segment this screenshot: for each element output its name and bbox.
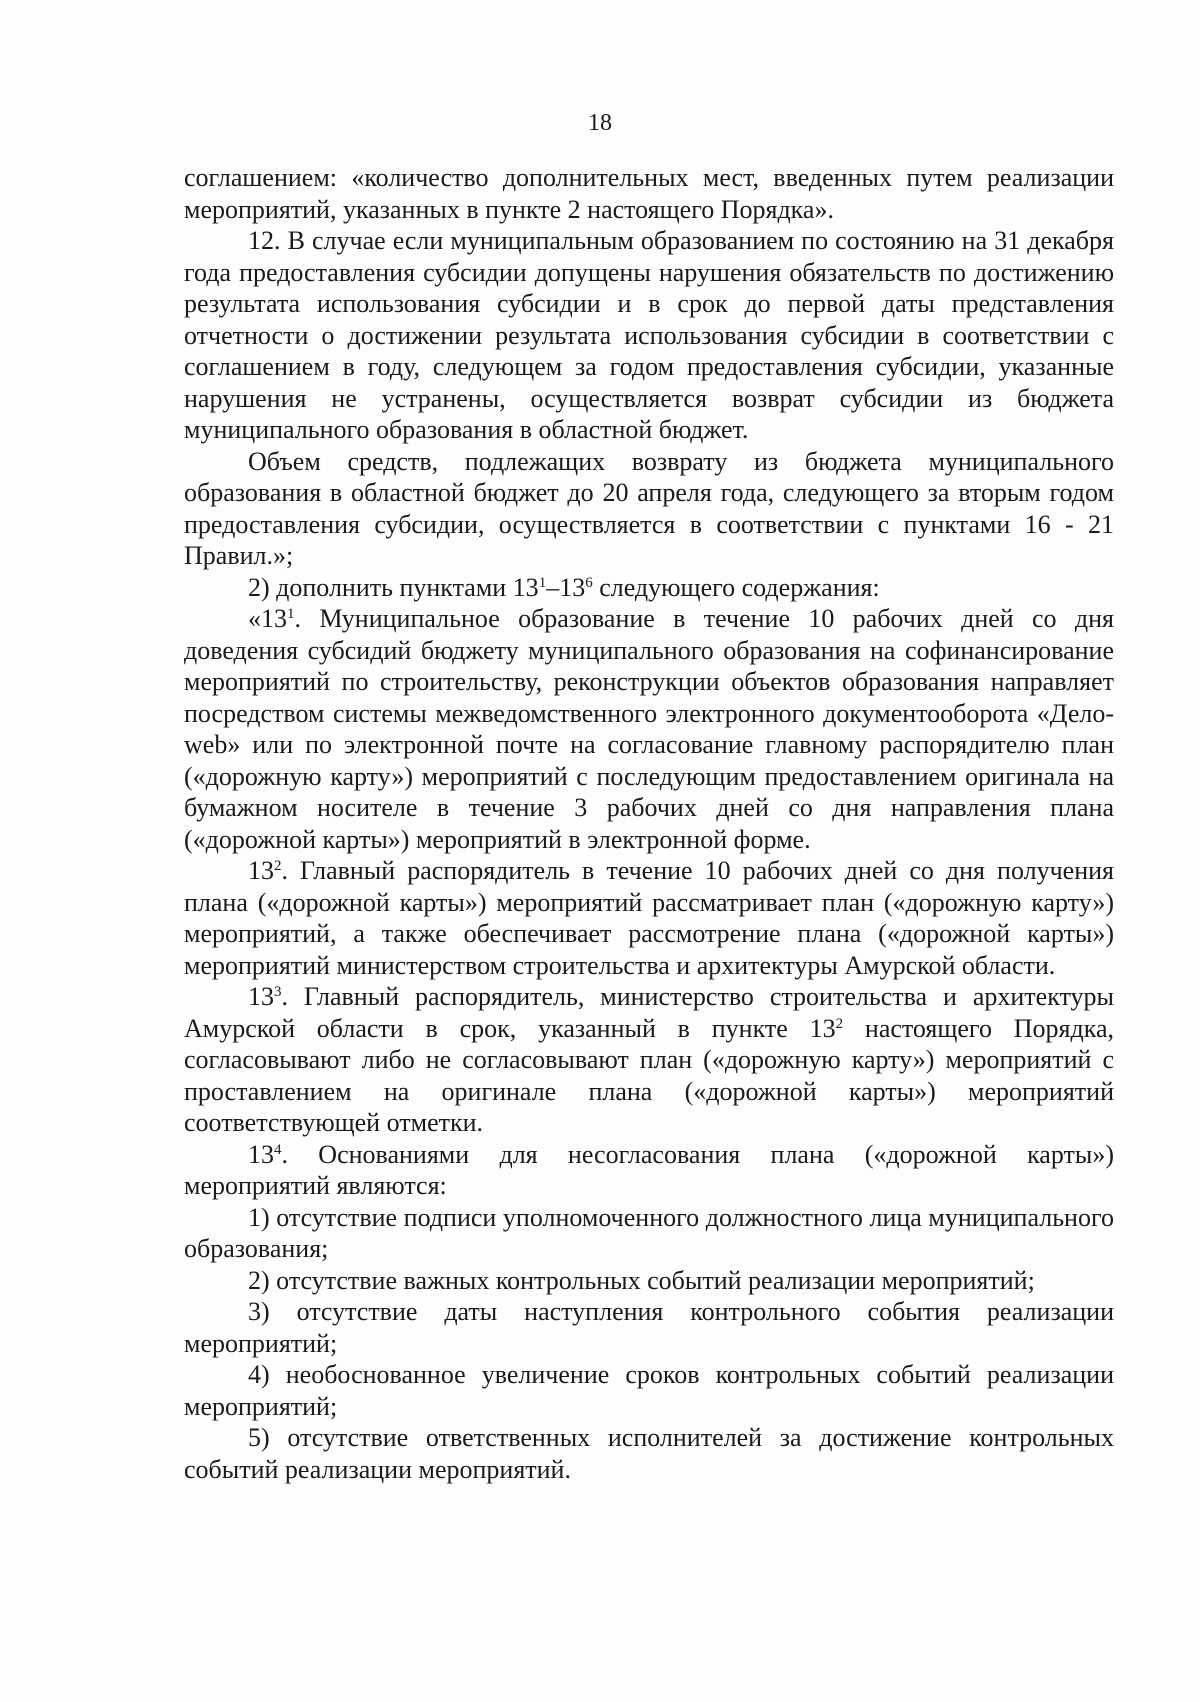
superscript: 2: [274, 858, 282, 874]
paragraph-clause-13-3: [184, 981, 1114, 1139]
paragraph-agreement-continuation: соглашением: «количество дополнительных мест, введенных путем реализации мероприятий, указанных в пункте 2 настоящего Порядка».: [184, 163, 1114, 224]
paragraph-amend-add-clauses: [184, 572, 1114, 604]
text-segment: 13: [248, 1139, 274, 1169]
superscript: 4: [274, 1141, 282, 1158]
list-item-3: 3) отсутствие даты наступления контрольного события реализации мероприятий;: [184, 1297, 1114, 1358]
superscript: 6: [585, 574, 593, 591]
text-segment: –13: [546, 572, 586, 602]
paragraph-clause-13-2: [184, 855, 1114, 981]
text-segment: . Основаниями для несогласования плана («дорожной карты») мероприятий являются:: [184, 1139, 1114, 1200]
superscript: 1: [287, 606, 295, 622]
text-segment: . Главный распорядитель в течение 10 рабочих дней со дня получения плана («дорожной карты») мероприятий рассматривает план («дорожную карту») мероприятий, а также обеспечивает рассмотрение плана («дорожной карты») мероприятий министерством строительства и архитектуры Амурской области.: [184, 856, 1114, 980]
page-number: 18: [588, 110, 612, 136]
text-segment: 2) дополнить пунктами 13: [248, 572, 539, 602]
text-segment: 13: [248, 856, 274, 885]
superscript: 3: [274, 984, 282, 1000]
superscript: 1: [538, 574, 547, 591]
list-item-1: 1) отсутствие подписи уполномоченного должностного лица муниципального образования;: [184, 1202, 1114, 1263]
superscript: 2: [835, 1015, 844, 1032]
paragraph-refund-volume: Объем средств, подлежащих возврату из бюджета муниципального образования в областной бюджет до 20 апреля года, следующего за вторым годом предоставления субсидии, осуществляется в соответствии с пунктами 16 - 21 Правил.»;: [184, 446, 1114, 570]
document-body: [184, 162, 1114, 1485]
text-segment: 13: [248, 982, 274, 1011]
text-segment: настоящего Порядка, согласовывают либо не согласовывают план («дорожную карту») мероприятий с проставлением на оригинале плана («дорожной карты») мероприятий соответствующей отметки.: [184, 1013, 1115, 1137]
paragraph-clause-13-4: [184, 1139, 1114, 1202]
text-segment: «13: [248, 604, 287, 633]
paragraph-clause-13-1: [184, 603, 1114, 855]
text-segment: . Муниципальное образование в течение 10 рабочих дней со дня доведения субсидий бюджету муниципального образования на софинансирование мероприятий по строительству, реконструкции объектов образования направляет посредством системы межведомственного электронного документооборота «Дело-web» или по электронной почте на согласование главному распорядителю план («дорожную карту») мероприятий с последующим предоставлением оригинала на бумажном носителе в течение 3 рабочих дней со дня направления плана («дорожной карты») мероприятий в электронной форме.: [184, 604, 1114, 854]
list-item-5: 5) отсутствие ответственных исполнителей за достижение контрольных событий реализации мероприятий.: [184, 1423, 1114, 1484]
text-segment: . Главный распорядитель, министерство строительства и архитектуры Амурской области в срок, указанный в пункте 13: [184, 982, 1114, 1043]
text-segment: следующего содержания:: [592, 572, 880, 602]
list-item-4: 4) необоснованное увеличение сроков контрольных событий реализации мероприятий;: [184, 1360, 1114, 1421]
paragraph-clause-12: 12. В случае если муниципальным образованием по состоянию на 31 декабря года предоставления субсидии допущены нарушения обязательств по достижению результата использования субсидии и в срок до первой даты представления отчетности о достижении результата использования субсидии в соответствии с соглашением в году, следующем за годом предоставления субсидии, указанные нарушения не устранены, осуществляется возврат субсидии из бюджета муниципального образования в областной бюджет.: [184, 226, 1114, 444]
list-item-2: 2) отсутствие важных контрольных событий реализации мероприятий;: [248, 1265, 1035, 1295]
